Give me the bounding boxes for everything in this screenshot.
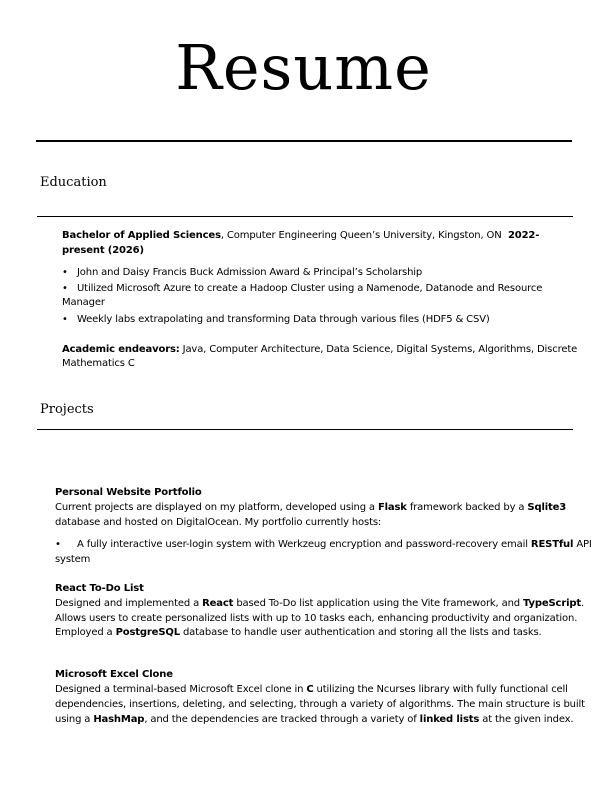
tech-sqlite3: Sqlite3 (527, 502, 567, 513)
academic-list: Java, Computer Architecture, Data Science, Digital Systems, Algorithms, Discrete (179, 344, 578, 355)
todo-line-2: Allows users to create personalized lists with up to 10 tasks each, enhancing productivity and organization. (55, 613, 578, 624)
text: , and the dependencies are tracked through a variety of (144, 714, 420, 725)
academic-label: Academic endeavors: (62, 344, 180, 355)
bullet-icon: • (62, 314, 68, 325)
tech-react: React (202, 598, 234, 609)
bullet-icon: • (62, 267, 68, 278)
degree-details: , Computer Engineering Queen’s University, Kingston, ON (220, 230, 502, 241)
education-bullet-2: Utilized Microsoft Azure to create a Hadoop Cluster using a Namenode, Datanode and Resource (77, 283, 543, 294)
bullet-icon: • (62, 283, 68, 294)
academic-line-1 (62, 342, 577, 357)
education-heading: Education (40, 175, 107, 190)
project-title-portfolio: Personal Website Portfolio (55, 487, 202, 498)
portfolio-line-2: database and hosted on DigitalOcean. My portfolio currently hosts: (55, 517, 382, 528)
degree-line (62, 228, 502, 243)
projects-divider (37, 429, 573, 430)
projects-heading: Projects (40, 402, 94, 417)
education-divider (37, 216, 573, 217)
portfolio-bullet-1-cont: system (55, 554, 91, 565)
portfolio-bullet-1 (77, 537, 592, 552)
tech-hashmap: HashMap (93, 714, 145, 725)
tech-postgresql: PostgreSQL (115, 627, 180, 638)
academic-line-2: Mathematics C (62, 358, 135, 369)
bullet-icon: • (55, 539, 61, 550)
tech-linked-lists: linked lists (419, 714, 480, 725)
todo-line-3 (55, 625, 542, 640)
tech-typescript: TypeScript (523, 598, 582, 609)
text: database to handle user authentication and storing all the lists and tasks. (179, 627, 542, 638)
text: framework backed by a (406, 502, 528, 513)
excel-line-3 (55, 712, 573, 727)
education-bullet-2-cont: Manager (62, 297, 105, 308)
tech-c: C (306, 684, 314, 695)
text: Employed a (55, 627, 116, 638)
text: A fully interactive user-login system with Werkzeug encryption and password-recovery email (77, 539, 531, 550)
degree-name: Bachelor of Applied Sciences (62, 230, 221, 241)
text: API (573, 539, 592, 550)
title-divider (36, 140, 572, 142)
text: . (581, 598, 585, 609)
education-bullet-3: Weekly labs extrapolating and transforming Data through various files (HDF5 & CSV) (77, 314, 490, 325)
text: Designed a terminal-based Microsoft Excel clone in (55, 684, 307, 695)
degree-date-start: 2022- (508, 230, 540, 241)
text: at the given index. (479, 714, 574, 725)
portfolio-line-1 (55, 500, 566, 515)
text: Designed and implemented a (55, 598, 203, 609)
page-title: Resume (175, 31, 432, 104)
project-title-excel: Microsoft Excel Clone (55, 669, 173, 680)
tech-restful: RESTful (530, 539, 574, 550)
project-title-todo: React To-Do List (55, 583, 144, 594)
text: using a (55, 714, 94, 725)
tech-flask: Flask (377, 502, 407, 513)
excel-line-2: dependencies, insertions, deleting, and selecting, through a variety of algorithms. The main structure is built (55, 699, 585, 710)
todo-line-1 (55, 596, 584, 611)
education-bullet-1: John and Daisy Francis Buck Admission Award & Principal’s Scholarship (77, 267, 423, 278)
text: based To-Do list application using the Vite framework, and (233, 598, 523, 609)
text: Current projects are displayed on my platform, developed using a (55, 502, 378, 513)
degree-date-end: present (2026) (62, 245, 144, 256)
text: utilizing the Ncurses library with fully functional cell (313, 684, 568, 695)
excel-line-1 (55, 682, 568, 697)
